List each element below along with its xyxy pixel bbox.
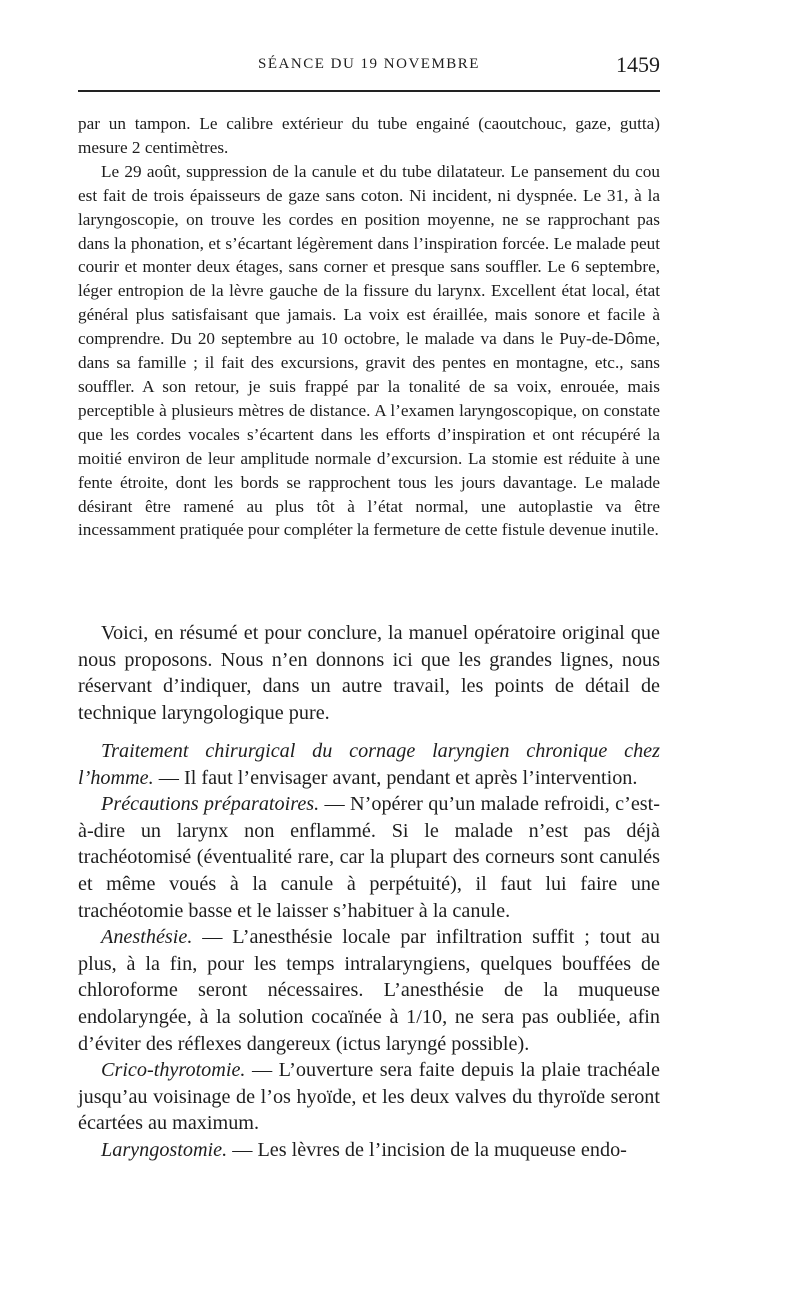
conclusion-paragraph: Voici, en résumé et pour conclure, la manuel opératoire original que nous proposons. Nous n’en donnons ici que les grandes lignes, nous réservant d’indiquer, dans un autre travail, les points de détail de technique laryngologique pure. <box>78 622 660 724</box>
technique-title-paragraph <box>78 738 660 791</box>
section-text: — N’opérer qu’un malade refroidi, c’est-à-dire un larynx non enflammé. Si le malade n’est pas déjà trachéotomisé (éventualité rare, car la plupart des corneurs sont canulés et même voués à la canule à perpétuité), il faut lui faire une trachéotomie basse et le laisser s’habituer à la canule. <box>78 793 660 922</box>
case-paragraph-1: par un tampon. Le calibre extérieur du tube engainé (caoutchouc, gaze, gutta) mesure 2 centimètres. <box>78 114 660 157</box>
technique-title: Traitement chirurgical du cornage laryngien chronique chez l’homme. <box>78 740 660 789</box>
section-text: — L’anesthésie locale par infiltration suffit ; tout au plus, à la fin, pour les temps intralaryngiens, quelques bouffées de chloroforme seront nécessaires. L’anesthésie de la muqueuse endolaryngée, à la solution cocaïnée à 1/10, ne sera pas oubliée, afin d’éviter des réflexes dangereux (ictus laryngé possible). <box>78 926 660 1055</box>
header-rule <box>78 90 660 92</box>
page-number: 1459 <box>616 52 660 77</box>
technique-title-text: — Il faut l’envisager avant, pendant et après l’intervention. <box>153 766 638 789</box>
case-notes <box>78 112 660 542</box>
section-heading: Crico-thyrotomie. <box>101 1059 246 1082</box>
section-text: — L’ouverture sera faite depuis la plaie trachéale jusqu’au voisinage de l’os hyoïde, et les deux valves du thyroïde seront écartées au maximum. <box>78 1059 660 1135</box>
page-header <box>78 52 660 82</box>
running-head: SÉANCE DU 19 NOVEMBRE <box>258 56 480 72</box>
section-heading: Anesthésie. <box>101 926 193 949</box>
section-precautions <box>78 791 660 924</box>
section-heading: Précautions préparatoires. <box>101 793 320 816</box>
conclusion-block <box>78 620 660 726</box>
section-laryngostomie <box>78 1137 660 1164</box>
case-paragraph-2: Le 29 août, suppression de la canule et du tube dilatateur. Le pansement du cou est fait de trois épaisseurs de gaze sans coton. Ni incident, ni dyspnée. Le 31, à la laryngoscopie, on trouve les cordes en position moyenne, ne se rapprochant pas dans la phonation, et s’écartant légèrement dans l’inspiration forcée. Le malade peut courir et monter deux étages, sans corner et presque sans souffler. Le 6 septembre, léger entropion de la lèvre gauche de la fissure du larynx. Excellent état local, état général plus satisfaisant que jamais. La voix est éraillée, mais sonore et facile à comprendre. Du 20 septembre au 10 octobre, le malade va dans le Puy-de-Dôme, dans sa famille ; il fait des excursions, gravit des pentes en montagne, etc., sans souffler. A son retour, je suis frappé par la tonalité de sa voix, enrouée, mais perceptible à plusieurs mètres de distance. A l’examen laryngoscopique, on constate que les cordes vocales s’écartent dans les efforts d’inspiration et ont récupéré la moitié environ de leur amplitude normale d’excursion. La stomie est réduite à une fente étroite, dont les bords se rapprochent tous les jours davantage. Le malade désirant être ramené au plus tôt à l’état normal, une autoplastie va être incessamment pratiquée pour compléter la fermeture de cette fistule devenue inutile. <box>78 161 660 540</box>
section-text: — Les lèvres de l’incision de la muqueuse endo- <box>227 1138 627 1161</box>
section-heading: Laryngostomie. <box>101 1138 228 1161</box>
section-anesthesie <box>78 924 660 1057</box>
technique-block <box>78 738 660 1164</box>
section-crico-thyrotomie <box>78 1057 660 1137</box>
